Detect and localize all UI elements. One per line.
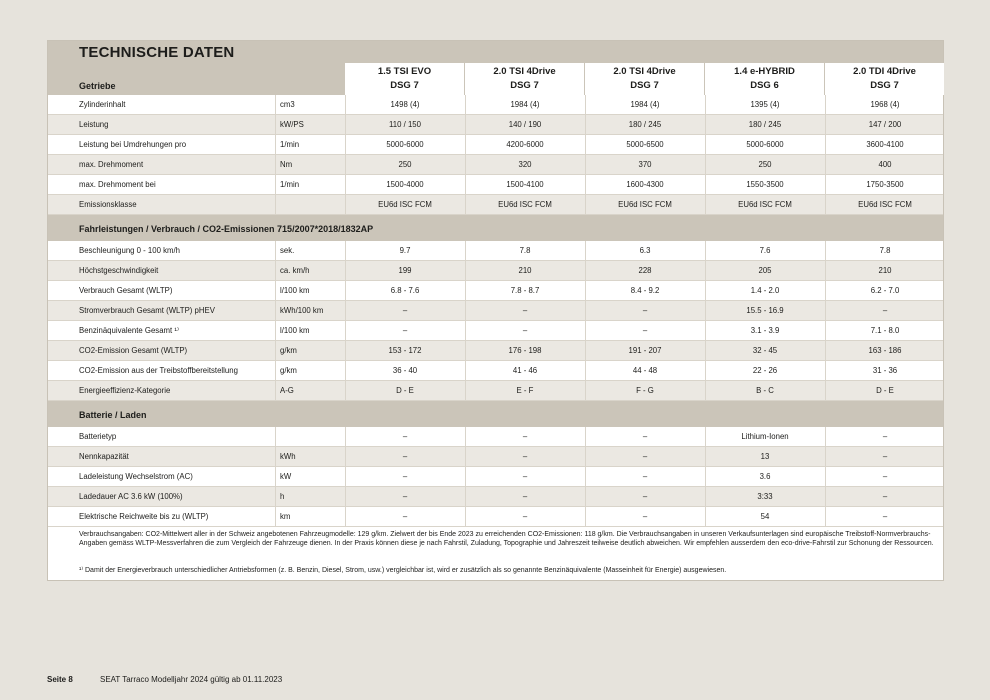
- model-header-2: [465, 63, 584, 95]
- row-label: Ladeleistung Wechselstrom (AC): [79, 472, 193, 481]
- table-row: [48, 447, 943, 467]
- row-label: Leistung: [79, 120, 109, 129]
- page-title: TECHNISCHE DATEN: [79, 44, 235, 61]
- table-row: [48, 467, 943, 487]
- value-cell: –: [465, 467, 584, 486]
- value-cell: 54: [705, 507, 824, 526]
- table-row: [48, 381, 943, 401]
- row-unit: 1/min: [275, 175, 345, 194]
- value-cell: EU6d ISC FCM: [825, 195, 944, 214]
- value-cell: –: [345, 467, 464, 486]
- value-cell: 250: [345, 155, 464, 174]
- value-cell: 7.6: [705, 241, 824, 260]
- row-unit: cm3: [275, 95, 345, 114]
- row-unit: kWh/100 km: [275, 301, 345, 320]
- footer-text: SEAT Tarraco Modelljahr 2024 gültig ab 01.11.2023: [100, 675, 283, 684]
- value-cell: 1750-3500: [825, 175, 944, 194]
- value-cell: 176 - 198: [465, 341, 584, 360]
- value-cell: 5000-6500: [585, 135, 704, 154]
- value-cell: –: [465, 447, 584, 466]
- model-gearbox: DSG 6: [750, 80, 779, 91]
- model-name: 2.0 TSI 4Drive: [613, 66, 676, 77]
- row-label: max. Drehmoment: [79, 160, 144, 169]
- row-label: Nennkapazität: [79, 452, 129, 461]
- value-cell: 210: [465, 261, 584, 280]
- value-cell: E - F: [465, 381, 584, 400]
- value-cell: D - E: [825, 381, 944, 400]
- value-cell: 1600-4300: [585, 175, 704, 194]
- value-cell: 191 - 207: [585, 341, 704, 360]
- value-cell: 6.8 - 7.6: [345, 281, 464, 300]
- value-cell: 1984 (4): [465, 95, 584, 114]
- value-cell: D - E: [345, 381, 464, 400]
- model-header-1: [345, 63, 464, 95]
- value-cell: –: [465, 301, 584, 320]
- value-cell: –: [825, 507, 944, 526]
- value-cell: –: [825, 467, 944, 486]
- value-cell: 6.2 - 7.0: [825, 281, 944, 300]
- model-header-4: [705, 63, 824, 95]
- value-cell: –: [825, 427, 944, 446]
- row-unit: kW/PS: [275, 115, 345, 134]
- value-cell: 32 - 45: [705, 341, 824, 360]
- value-cell: 9.7: [345, 241, 464, 260]
- value-cell: –: [345, 507, 464, 526]
- row-unit: ca. km/h: [275, 261, 345, 280]
- value-cell: 199: [345, 261, 464, 280]
- title-bar: [48, 41, 943, 63]
- value-cell: 7.1 - 8.0: [825, 321, 944, 340]
- value-cell: –: [465, 487, 584, 506]
- table-row: [48, 361, 943, 381]
- row-label: Verbrauch Gesamt (WLTP): [79, 286, 173, 295]
- value-cell: –: [345, 487, 464, 506]
- value-cell: 370: [585, 155, 704, 174]
- value-cell: 153 - 172: [345, 341, 464, 360]
- gearbox-label: Getriebe: [79, 81, 116, 91]
- value-cell: 6.3: [585, 241, 704, 260]
- technical-data-panel: [47, 40, 944, 581]
- value-cell: –: [825, 487, 944, 506]
- value-cell: 205: [705, 261, 824, 280]
- value-cell: 7.8 - 8.7: [465, 281, 584, 300]
- section-header: [48, 401, 943, 427]
- value-cell: 110 / 150: [345, 115, 464, 134]
- row-unit: g/km: [275, 361, 345, 380]
- model-gearbox: DSG 7: [630, 80, 659, 91]
- value-cell: 3:33: [705, 487, 824, 506]
- table-row: [48, 281, 943, 301]
- table-row: [48, 135, 943, 155]
- value-cell: 36 - 40: [345, 361, 464, 380]
- value-cell: B - C: [705, 381, 824, 400]
- table-row: [48, 507, 943, 527]
- value-cell: –: [825, 301, 944, 320]
- table-row: [48, 487, 943, 507]
- value-cell: 1.4 - 2.0: [705, 281, 824, 300]
- section-title: Batterie / Laden: [79, 410, 147, 420]
- row-label: max. Drehmoment bei: [79, 180, 156, 189]
- value-cell: EU6d ISC FCM: [585, 195, 704, 214]
- value-cell: 320: [465, 155, 584, 174]
- value-cell: EU6d ISC FCM: [465, 195, 584, 214]
- value-cell: 1968 (4): [825, 95, 944, 114]
- row-unit: [275, 195, 345, 214]
- model-name: 1.5 TSI EVO: [377, 66, 432, 77]
- row-label: Batterietyp: [79, 432, 117, 441]
- row-label: Energieeffizienz-Kategorie: [79, 386, 171, 395]
- table-row: [48, 195, 943, 215]
- model-header-5: [825, 63, 944, 95]
- value-cell: 1498 (4): [345, 95, 464, 114]
- value-cell: –: [465, 427, 584, 446]
- row-label: CO2-Emission aus der Treibstoffbereitstellung: [79, 366, 238, 375]
- value-cell: 140 / 190: [465, 115, 584, 134]
- value-cell: 400: [825, 155, 944, 174]
- value-cell: 180 / 245: [585, 115, 704, 134]
- section-title: Fahrleistungen / Verbrauch / CO2-Emissionen 715/2007*2018/1832AP: [79, 224, 374, 234]
- value-cell: –: [585, 507, 704, 526]
- value-cell: 147 / 200: [825, 115, 944, 134]
- value-cell: –: [585, 321, 704, 340]
- value-cell: 13: [705, 447, 824, 466]
- row-unit: kW: [275, 467, 345, 486]
- value-cell: 5000-6000: [345, 135, 464, 154]
- row-unit: l/100 km: [275, 321, 345, 340]
- table-row: [48, 175, 943, 195]
- value-cell: –: [465, 507, 584, 526]
- value-cell: –: [585, 447, 704, 466]
- row-label: Ladedauer AC 3.6 kW (100%): [79, 492, 183, 501]
- value-cell: –: [585, 467, 704, 486]
- model-name: 2.0 TSI 4Drive: [493, 66, 556, 77]
- value-cell: EU6d ISC FCM: [705, 195, 824, 214]
- row-label: Zylinderinhalt: [79, 100, 126, 109]
- table-row: [48, 341, 943, 361]
- value-cell: F - G: [585, 381, 704, 400]
- value-cell: 1500-4100: [465, 175, 584, 194]
- value-cell: 1395 (4): [705, 95, 824, 114]
- value-cell: 163 - 186: [825, 341, 944, 360]
- value-cell: 210: [825, 261, 944, 280]
- value-cell: 3.1 - 3.9: [705, 321, 824, 340]
- value-cell: –: [825, 447, 944, 466]
- model-name: 2.0 TDI 4Drive: [853, 66, 916, 77]
- value-cell: –: [585, 487, 704, 506]
- value-cell: –: [345, 427, 464, 446]
- model-name: 1.4 e-HYBRID: [734, 66, 795, 77]
- value-cell: 1984 (4): [585, 95, 704, 114]
- row-unit: sek.: [275, 241, 345, 260]
- row-label: Emissionsklasse: [79, 200, 137, 209]
- table-row: [48, 427, 943, 447]
- page-number: Seite 8: [47, 675, 73, 684]
- row-unit: [275, 427, 345, 446]
- value-cell: –: [345, 447, 464, 466]
- value-cell: 7.8: [465, 241, 584, 260]
- row-unit: g/km: [275, 341, 345, 360]
- value-cell: –: [465, 321, 584, 340]
- value-cell: 1500-4000: [345, 175, 464, 194]
- value-cell: 22 - 26: [705, 361, 824, 380]
- value-cell: 31 - 36: [825, 361, 944, 380]
- value-cell: –: [585, 301, 704, 320]
- row-unit: Nm: [275, 155, 345, 174]
- footnote: ¹⁾ Damit der Energieverbrauch unterschiedlicher Antriebsformen (z. B. Benzin, Diesel, Strom, usw.) vergleichbar ist, wird er zusätzlich als so genannte Benzinäquivalente (Masseinheit für Energie) ausgewiesen.: [79, 567, 727, 574]
- value-cell: 7.8: [825, 241, 944, 260]
- table-row: [48, 115, 943, 135]
- row-unit: h: [275, 487, 345, 506]
- value-cell: 8.4 - 9.2: [585, 281, 704, 300]
- row-label: Leistung bei Umdrehungen pro: [79, 140, 187, 149]
- row-label: Stromverbrauch Gesamt (WLTP) pHEV: [79, 306, 215, 315]
- value-cell: –: [345, 321, 464, 340]
- value-cell: 1550-3500: [705, 175, 824, 194]
- row-label: Beschleunigung 0 - 100 km/h: [79, 246, 180, 255]
- value-cell: 3.6: [705, 467, 824, 486]
- value-cell: –: [345, 301, 464, 320]
- consumption-note: Verbrauchsangaben: CO2-Mittelwert aller in der Schweiz angebotenen Fahrzeugmodelle: 129 g/km. Zielwert der bis Ende 2023 zu erreichenden CO2-Emissionen: 118 g/km. Die Verbrauchsangaben in unseren Verkaufsunterlagen sind europäische Treibstoff-Normverbrauchs-Angaben gemäss WLTP-Messverfahren die zum Vergleich der Fahrzeuge dienen. In der Praxis können diese je nach Fahrstil, Zuladung, Topographie und Jahreszeit teilweise deutlich abweichen. Wir empfehlen ausserdem den eco-drive-Fahrstil zur Schonung der Ressourcen.: [79, 531, 934, 547]
- table-row: [48, 261, 943, 281]
- model-gearbox: DSG 7: [390, 80, 419, 91]
- model-gearbox: DSG 7: [510, 80, 539, 91]
- model-header-3: [585, 63, 704, 95]
- row-label: Elektrische Reichweite bis zu (WLTP): [79, 512, 209, 521]
- row-unit: A-G: [275, 381, 345, 400]
- row-label: Höchstgeschwindigkeit: [79, 266, 159, 275]
- value-cell: 250: [705, 155, 824, 174]
- table-header: [48, 63, 943, 95]
- value-cell: Lithium-Ionen: [705, 427, 824, 446]
- model-gearbox: DSG 7: [870, 80, 899, 91]
- value-cell: 4200-6000: [465, 135, 584, 154]
- table-row: [48, 155, 943, 175]
- row-label: Benzinäquivalente Gesamt ¹⁾: [79, 326, 179, 335]
- value-cell: EU6d ISC FCM: [345, 195, 464, 214]
- value-cell: 180 / 245: [705, 115, 824, 134]
- row-unit: km: [275, 507, 345, 526]
- table-row: [48, 301, 943, 321]
- table-row: [48, 321, 943, 341]
- section-header: [48, 215, 943, 241]
- row-unit: kWh: [275, 447, 345, 466]
- table-row: [48, 241, 943, 261]
- value-cell: 44 - 48: [585, 361, 704, 380]
- value-cell: 15.5 - 16.9: [705, 301, 824, 320]
- value-cell: 228: [585, 261, 704, 280]
- row-unit: l/100 km: [275, 281, 345, 300]
- row-label: CO2-Emission Gesamt (WLTP): [79, 346, 188, 355]
- value-cell: 41 - 46: [465, 361, 584, 380]
- value-cell: 3600-4100: [825, 135, 944, 154]
- value-cell: 5000-6000: [705, 135, 824, 154]
- table-row: [48, 95, 943, 115]
- row-unit: 1/min: [275, 135, 345, 154]
- value-cell: –: [585, 427, 704, 446]
